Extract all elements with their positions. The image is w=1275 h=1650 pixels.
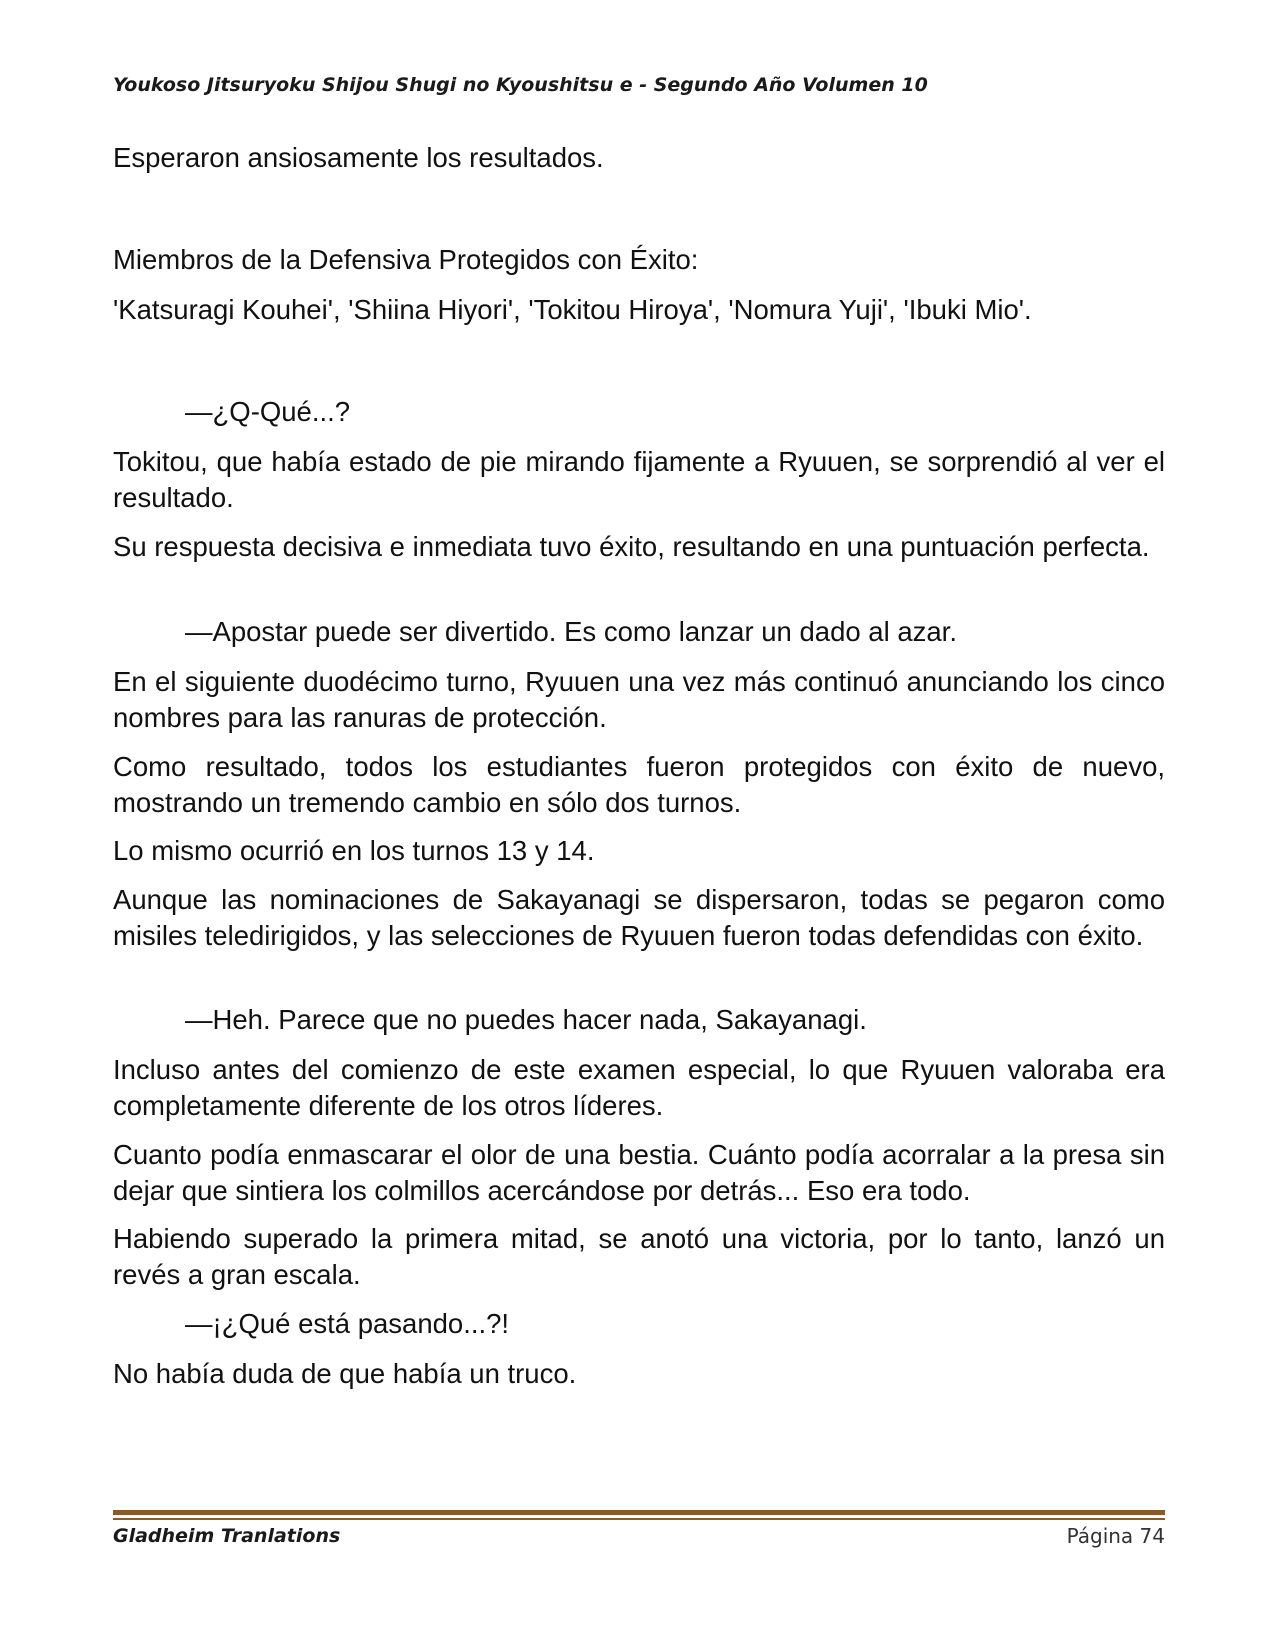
footer-divider-thin bbox=[113, 1518, 1165, 1520]
paragraph: Tokitou, que había estado de pie mirando fijamente a Ryuuen, se sorprendió al ver el resultado. bbox=[113, 446, 1165, 513]
paragraph: Esperaron ansiosamente los resultados. bbox=[113, 142, 604, 173]
paragraph: Lo mismo ocurrió en los turnos 13 y 14. bbox=[113, 835, 595, 866]
footer-publisher: Gladheim Tranlations bbox=[113, 1525, 341, 1547]
paragraph: En el siguiente duodécimo turno, Ryuuen una vez más continuó anunciando los cinco nombres para las ranuras de protección. bbox=[113, 666, 1165, 733]
dialogue-line: —¿Q-Qué...? bbox=[185, 396, 351, 427]
dialogue-line: —¡¿Qué está pasando...?! bbox=[185, 1308, 510, 1339]
dialogue-line: —Apostar puede ser divertido. Es como lanzar un dado al azar. bbox=[185, 616, 957, 647]
paragraph: Incluso antes del comienzo de este examen especial, lo que Ryuuen valoraba era completamente diferente de los otros líderes. bbox=[113, 1054, 1165, 1121]
footer-divider-thick bbox=[113, 1510, 1165, 1515]
paragraph: Aunque las nominaciones de Sakayanagi se dispersaron, todas se pegaron como misiles teledirigidos, y las selecciones de Ryuuen fueron todas defendidas con éxito. bbox=[113, 884, 1165, 951]
paragraph: 'Katsuragi Kouhei', 'Shiina Hiyori', 'Tokitou Hiroya', 'Nomura Yuji', 'Ibuki Mio'. bbox=[113, 294, 1032, 325]
paragraph: Habiendo superado la primera mitad, se anotó una victoria, por lo tanto, lanzó un revés a gran escala. bbox=[113, 1223, 1165, 1290]
page-header-title: Youkoso Jitsuryoku Shijou Shugi no Kyoushitsu e - Segundo Año Volumen 10 bbox=[113, 74, 928, 96]
paragraph: Como resultado, todos los estudiantes fueron protegidos con éxito de nuevo, mostrando un tremendo cambio en sólo dos turnos. bbox=[113, 751, 1165, 818]
paragraph: Cuanto podía enmascarar el olor de una bestia. Cuánto podía acorralar a la presa sin dejar que sintiera los colmillos acercándose por detrás... Eso era todo. bbox=[113, 1139, 1165, 1206]
paragraph: Su respuesta decisiva e inmediata tuvo éxito, resultando en una puntuación perfecta. bbox=[113, 531, 1150, 562]
paragraph: Miembros de la Defensiva Protegidos con Éxito: bbox=[113, 244, 699, 275]
dialogue-line: —Heh. Parece que no puedes hacer nada, Sakayanagi. bbox=[185, 1004, 867, 1035]
footer-page-number: Página 74 bbox=[1066, 1524, 1165, 1548]
paragraph: No había duda de que había un truco. bbox=[113, 1358, 577, 1389]
